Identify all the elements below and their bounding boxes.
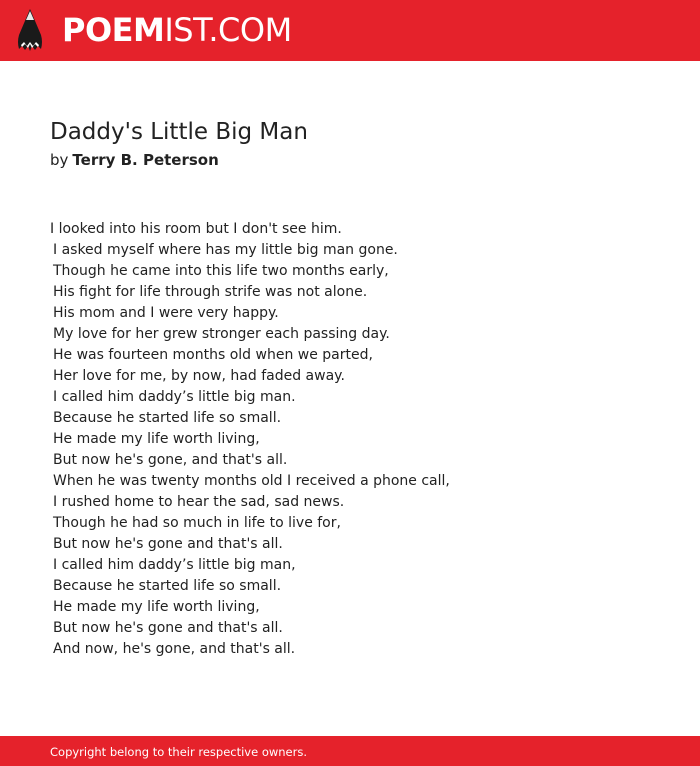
poem-line: Because he started life so small. <box>53 578 282 594</box>
logo-text-light: IST.COM <box>164 11 292 49</box>
poem-byline <box>50 150 219 170</box>
poem-line: I asked myself where has my little big man gone. <box>53 242 398 258</box>
poem-line: But now he's gone and that's all. <box>53 620 283 636</box>
poem-line: Her love for me, by now, had faded away. <box>53 368 345 384</box>
by-label: by <box>50 151 69 169</box>
poem-line: He made my life worth living, <box>53 599 260 615</box>
poem-body <box>50 219 670 660</box>
poem-line: He made my life worth living, <box>53 431 260 447</box>
poem-line: And now, he's gone, and that's all. <box>53 641 296 657</box>
site-logo[interactable] <box>62 10 292 50</box>
author-name: Terry B. Peterson <box>72 151 219 169</box>
poem-line: I looked into his room but I don't see him. <box>50 221 342 237</box>
poem-line: Though he had so much in life to live for, <box>53 515 341 531</box>
poem-line: Because he started life so small. <box>53 410 282 426</box>
poem-line: His fight for life through strife was not alone. <box>53 284 368 300</box>
poem-line: He was fourteen months old when we parted, <box>53 347 373 363</box>
site-footer <box>0 736 700 766</box>
poem-line: I called him daddy’s little big man. <box>53 389 296 405</box>
logo-text-bold: POEM <box>62 11 165 49</box>
poem-line: My love for her grew stronger each passing day. <box>53 326 390 342</box>
site-header <box>0 0 700 61</box>
poem-line: I called him daddy’s little big man, <box>53 557 296 573</box>
poem-line: But now he's gone, and that's all. <box>53 452 288 468</box>
poem-line: Though he came into this life two months early, <box>53 263 389 279</box>
poem-line: His mom and I were very happy. <box>53 305 279 321</box>
pencil-logo-icon[interactable] <box>17 9 43 52</box>
poem-line: I rushed home to hear the sad, sad news. <box>53 494 345 510</box>
poem-title: Daddy's Little Big Man <box>50 119 308 145</box>
poem-line: But now he's gone and that's all. <box>53 536 283 552</box>
copyright-text: Copyright belong to their respective owners. <box>50 745 308 759</box>
poem-line: When he was twenty months old I received a phone call, <box>53 473 450 489</box>
